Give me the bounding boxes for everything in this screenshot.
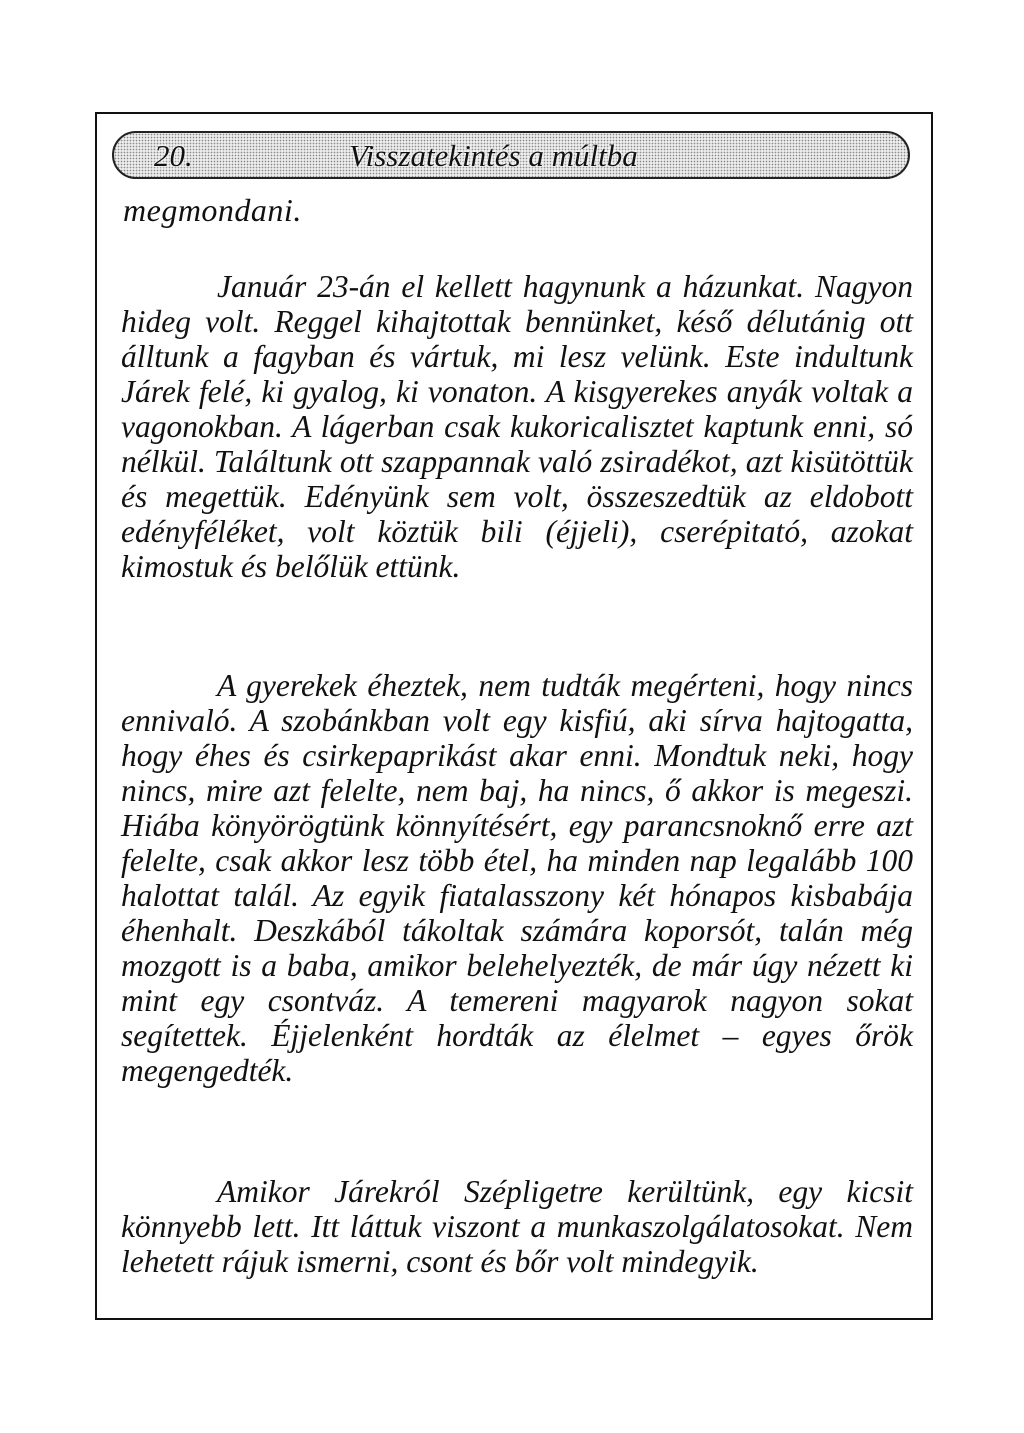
chapter-banner	[112, 131, 910, 179]
continued-text: megmondani.	[123, 192, 302, 228]
paragraph: A gyerekek éheztek, nem tudták megérteni, hogy nincs ennivaló. A szobánkban volt egy kisfiú, aki sírva hajtogatta, hogy éhes és csirkepaprikást akar enni. Mondtuk neki, hogy nincs, mire azt felelte, nem baj, ha nincs, ő akkor is megeszi. Hiába könyörögtünk könnyítésért, egy parancsnoknő erre azt felelte, csak akkor lesz több étel, ha minden nap legalább 100 halottat talál. Az egyik fiatalasszony két hónapos kisbabája éhenhalt. Deszkából tákoltak számára koporsót, talán még mozgott is a baba, amikor belehelyezték, de már úgy nézett ki mint egy csontváz. A temereni magyarok nagyon sokat segítettek. Éjjelenként hordták az élelmet – egyes őrök megengedték.	[121, 668, 913, 1088]
chapter-title: Visszatekintés a múltba	[349, 138, 638, 173]
chapter-number: 20.	[154, 138, 193, 173]
paragraph: Amikor Járekról Szépligetre kerültünk, egy kicsit könnyebb lett. Itt láttuk viszont a munkaszolgálatosokat. Nem lehetett rájuk ismerni, csont és bőr volt mindegyik.	[121, 1174, 913, 1279]
paragraph: Január 23-án el kellett hagynunk a házunkat. Nagyon hideg volt. Reggel kihajtottak bennünket, késő délutánig ott álltunk a fagyban és vártuk, mi lesz velünk. Este indultunk Járek felé, ki gyalog, ki vonaton. A kisgyerekes anyák voltak a vagonokban. A lágerban csak kukoricalisztet kaptunk enni, só nélkül. Találtunk ott szappannak való zsiradékot, azt kisütöttük és megettük. Edényünk sem volt, összeszedtük az eldobott edényféléket, volt köztük bili (éjjeli), cserépitató, azokat kimostuk és belőlük ettünk.	[121, 269, 913, 584]
